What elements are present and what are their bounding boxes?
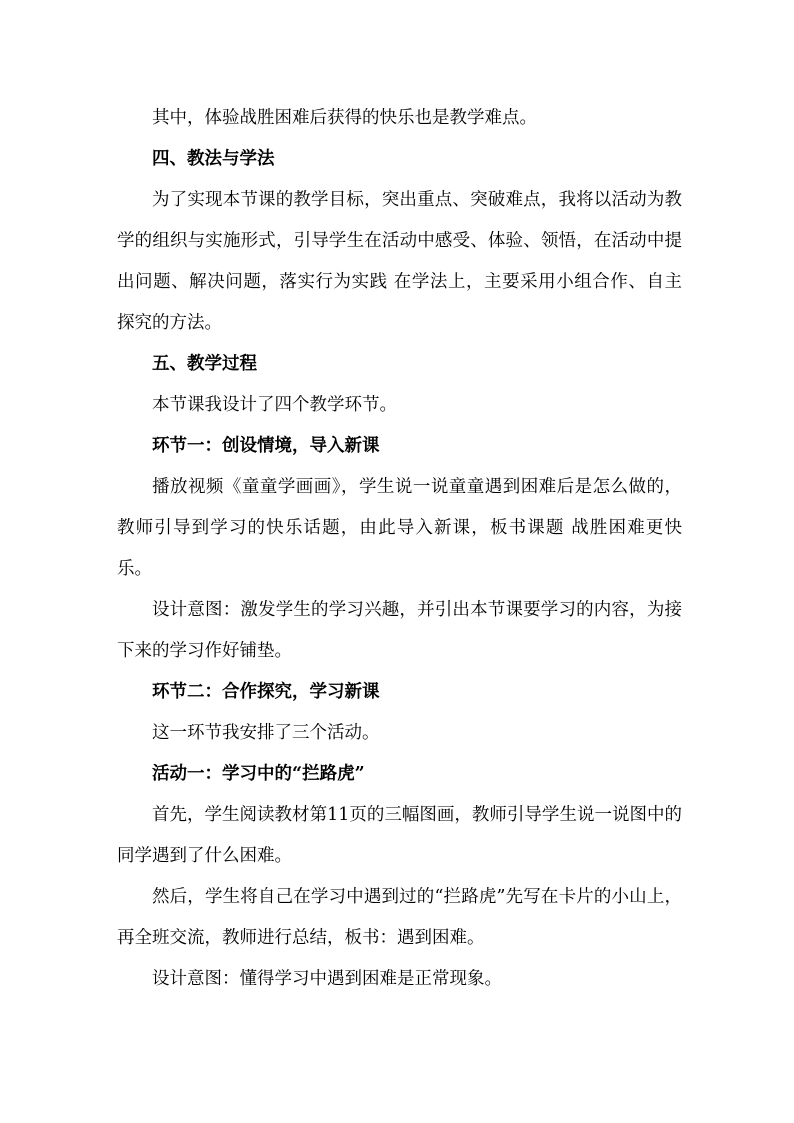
paragraph-step-two-intro: 这一环节我安排了三个活动。 — [152, 723, 380, 743]
paragraph-difficulty-note: 其中，体验战胜困难后获得的快乐也是教学难点。 — [152, 108, 537, 128]
paragraph-activity-one-then: 然后，学生将自己在学习中遇到过的“拦路虎”先写在卡片的小山上，再全班交流，教师进行总结，板书：遇到困难。 — [117, 887, 682, 948]
heading-teaching-process: 五、教学过程 — [152, 354, 257, 374]
heading-activity-one: 活动一：学习中的“拦路虎” — [152, 764, 365, 784]
heading-step-one: 环节一：创设情境，导入新课 — [152, 436, 380, 456]
paragraph-process-intro: 本节课我设计了四个教学环节。 — [152, 395, 397, 415]
heading-teaching-methods: 四、教法与学法 — [152, 149, 275, 169]
paragraph-step-one-intent: 设计意图：激发学生的学习兴趣，并引出本节课要学习的内容，为接下来的学习作好铺垫。 — [117, 600, 682, 661]
paragraph-teaching-methods: 为了实现本节课的教学目标，突出重点、突破难点，我将以活动为教学的组织与实施形式，引导学生在活动中感受、体验、领悟，在活动中提出问题、解决问题，落实行为实践 在学法上，主要采用小组合作、自主探究的方法。 — [117, 190, 682, 333]
paragraph-step-one: 播放视频《童童学画画》，学生说一说童童遇到困难后是怎么做的，教师引导到学习的快乐话题，由此导入新课，板书课题 战胜困难更快乐。 — [117, 477, 682, 579]
document-body — [117, 98, 682, 1000]
paragraph-activity-one-first: 首先，学生阅读教材第11页的三幅图画，教师引导学生说一说图中的同学遇到了什么困难。 — [117, 805, 682, 866]
heading-step-two: 环节二：合作探究，学习新课 — [152, 682, 380, 702]
paragraph-activity-one-intent: 设计意图：懂得学习中遇到困难是正常现象。 — [152, 969, 502, 989]
